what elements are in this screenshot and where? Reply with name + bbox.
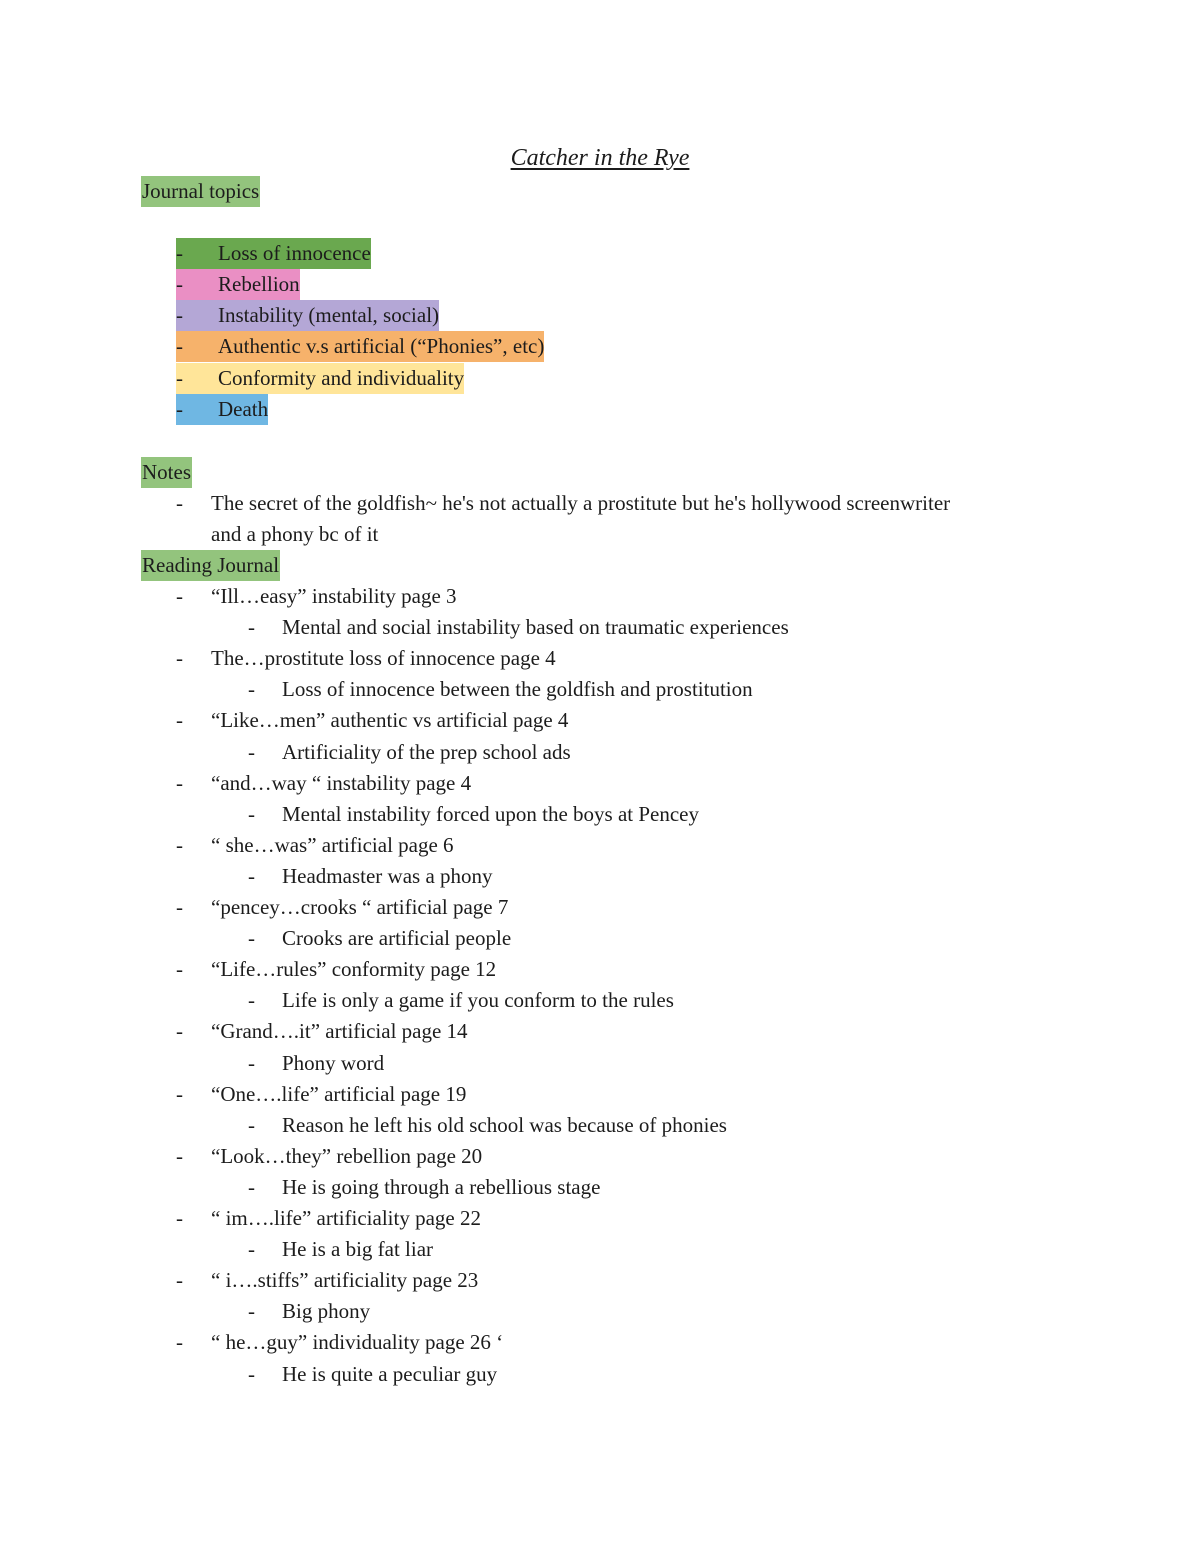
entry-dash: - xyxy=(176,1206,183,1230)
topic-dash: - xyxy=(176,334,183,358)
topic-item xyxy=(176,363,464,394)
entry-sub-dash: - xyxy=(248,1299,255,1324)
journal-topics-heading: Journal topics xyxy=(141,176,260,207)
document-title: Catcher in the Rye xyxy=(510,145,690,171)
entry-sub-dash: - xyxy=(248,1174,255,1199)
topic-dash: - xyxy=(176,397,183,421)
topic-dash: - xyxy=(176,303,183,327)
notes-line: The secret of the goldfish~ he's not actually a prostitute but he's hollywood screenwriter xyxy=(211,491,951,515)
entry-sub-dash: - xyxy=(248,677,255,702)
entry-dash: - xyxy=(176,1019,183,1044)
notes-line: and a phony bc of it xyxy=(211,522,379,546)
topic-label: Death xyxy=(218,397,269,421)
entry-sub-dash: - xyxy=(248,1361,255,1386)
entry-note: Reason he left his old school was because of phonies xyxy=(282,1112,727,1137)
entry-dash: - xyxy=(176,1143,183,1168)
entry-dash: - xyxy=(176,957,183,982)
entry-note: Loss of innocence between the goldfish and prostitution xyxy=(282,677,753,702)
entry-sub-dash: - xyxy=(248,1050,255,1075)
entry-sub-dash: - xyxy=(248,926,255,951)
entry-sub-dash: - xyxy=(248,863,255,888)
entry-note: He is a big fat liar xyxy=(282,1237,434,1262)
entry-note: Mental and social instability based on traumatic experiences xyxy=(282,615,789,640)
entry-quote: The…prostitute loss of innocence page 4 xyxy=(211,646,556,671)
entry-dash: - xyxy=(176,708,183,733)
entry-quote: “ she…was” artificial page 6 xyxy=(211,832,454,857)
entry-sub-dash: - xyxy=(248,615,255,640)
notes-heading: Notes xyxy=(141,457,192,488)
entry-quote: “One….life” artificial page 19 xyxy=(211,1081,467,1106)
notes-dash: - xyxy=(176,491,183,515)
entry-quote: “Look…they” rebellion page 20 xyxy=(211,1143,483,1168)
topic-dash: - xyxy=(176,366,183,390)
entry-sub-dash: - xyxy=(248,988,255,1013)
topic-dash: - xyxy=(176,272,183,296)
entry-quote: “pencey…crooks “ artificial page 7 xyxy=(211,895,509,919)
entry-quote: “Grand….it” artificial page 14 xyxy=(211,1019,468,1044)
entry-dash: - xyxy=(176,1081,183,1106)
entry-quote: “Life…rules” conformity page 12 xyxy=(211,957,497,982)
entry-quote: “Ill…easy” instability page 3 xyxy=(211,584,457,608)
entry-quote: “ im….life” artificiality page 22 xyxy=(211,1206,481,1230)
topic-label: Loss of innocence xyxy=(218,241,371,265)
entry-note: Mental instability forced upon the boys at Pencey xyxy=(282,801,699,826)
topic-item xyxy=(176,269,300,300)
entry-note: Headmaster was a phony xyxy=(282,863,493,888)
entry-dash: - xyxy=(176,770,183,795)
entry-quote: “Like…men” authentic vs artificial page 4 xyxy=(211,708,569,733)
topic-label: Conformity and individuality xyxy=(218,366,465,390)
entry-sub-dash: - xyxy=(248,1112,255,1137)
topic-item xyxy=(176,394,268,425)
entry-dash: - xyxy=(176,895,183,919)
entry-sub-dash: - xyxy=(248,801,255,826)
entry-quote: “ i….stiffs” artificiality page 23 xyxy=(211,1268,479,1293)
entry-quote: “and…way “ instability page 4 xyxy=(211,770,472,795)
topic-item xyxy=(176,300,439,331)
entry-note: He is quite a peculiar guy xyxy=(282,1361,498,1386)
topic-item xyxy=(176,238,371,269)
entry-note: Life is only a game if you conform to the rules xyxy=(282,988,674,1013)
topic-dash: - xyxy=(176,241,183,265)
entry-note: He is going through a rebellious stage xyxy=(282,1174,601,1199)
topic-item xyxy=(176,331,544,362)
topic-label: Instability (mental, social) xyxy=(218,303,440,327)
entry-quote: “ he…guy” individuality page 26 ‘ xyxy=(211,1330,504,1355)
entry-dash: - xyxy=(176,1268,183,1293)
entry-note: Crooks are artificial people xyxy=(282,926,512,951)
reading-journal-heading: Reading Journal xyxy=(141,550,280,581)
entry-note: Big phony xyxy=(282,1299,371,1324)
entry-dash: - xyxy=(176,584,183,608)
entry-sub-dash: - xyxy=(248,739,255,764)
topic-label: Rebellion xyxy=(218,272,300,296)
entry-note: Artificiality of the prep school ads xyxy=(282,739,571,764)
entry-dash: - xyxy=(176,832,183,857)
entry-sub-dash: - xyxy=(248,1237,255,1262)
entry-dash: - xyxy=(176,1330,183,1355)
entry-dash: - xyxy=(176,646,183,671)
entry-note: Phony word xyxy=(282,1050,385,1075)
topic-label: Authentic v.s artificial (“Phonies”, etc) xyxy=(218,334,545,358)
